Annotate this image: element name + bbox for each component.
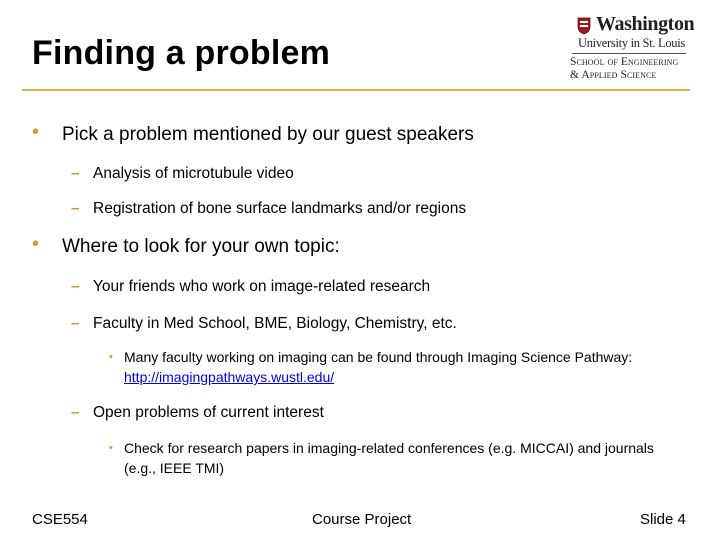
sub-bullet-2-2 — [71, 315, 457, 333]
shield-icon — [577, 17, 591, 35]
bullet-1-text: Pick a problem mentioned by our guest speakers — [62, 124, 474, 145]
bullet-2 — [32, 233, 340, 258]
logo-divider — [572, 53, 686, 54]
sub-bullet-1-1 — [71, 165, 294, 183]
imaging-pathways-link[interactable]: http://imagingpathways.wustl.edu/ — [124, 369, 335, 385]
slide-title: Finding a problem — [32, 34, 331, 72]
footer-center: Course Project — [312, 511, 412, 528]
logo-line4: & Applied Science — [570, 69, 657, 81]
detail-faculty — [109, 347, 664, 387]
detail-faculty-text: Many faculty working on imaging can be found through Imaging Science Pathway: — [124, 349, 633, 365]
bullet-1 — [32, 121, 474, 146]
sub-bullet-1-2-text: Registration of bone surface landmarks and/or regions — [93, 200, 467, 217]
dash-marker: – — [71, 315, 80, 332]
detail-open-problems-text: Check for research papers in imaging-related conferences (e.g. MICCAI) and journals (e.g., IEEE TMI) — [124, 440, 654, 476]
sub-bullet-2-3-text: Open problems of current interest — [93, 404, 324, 421]
dash-marker: – — [71, 404, 80, 421]
bullet-marker: • — [32, 121, 40, 143]
footer-slide-number: Slide 4 — [640, 511, 686, 528]
sub-bullet-1-1-text: Analysis of microtubule video — [93, 165, 294, 182]
dash-marker: – — [71, 278, 80, 295]
small-bullet-marker: • — [109, 351, 113, 363]
logo-line2: University in St. Louis — [578, 36, 685, 50]
sub-bullet-2-1 — [71, 278, 431, 296]
logo-line3: School of Engineering — [570, 56, 679, 68]
detail-open-problems — [109, 438, 684, 478]
bullet-marker: • — [32, 233, 40, 255]
university-logo — [568, 13, 695, 83]
sub-bullet-2-3 — [71, 404, 324, 422]
small-bullet-marker: • — [109, 442, 113, 454]
sub-bullet-1-2 — [71, 200, 467, 218]
sub-bullet-2-2-text: Faculty in Med School, BME, Biology, Chemistry, etc. — [93, 315, 457, 332]
footer-course-code: CSE554 — [32, 511, 88, 528]
title-divider — [22, 89, 690, 91]
sub-bullet-2-1-text: Your friends who work on image-related research — [93, 278, 431, 295]
bullet-2-text: Where to look for your own topic: — [62, 236, 340, 257]
logo-line1: Washington — [596, 13, 695, 35]
dash-marker: – — [71, 200, 80, 217]
dash-marker: – — [71, 165, 80, 182]
